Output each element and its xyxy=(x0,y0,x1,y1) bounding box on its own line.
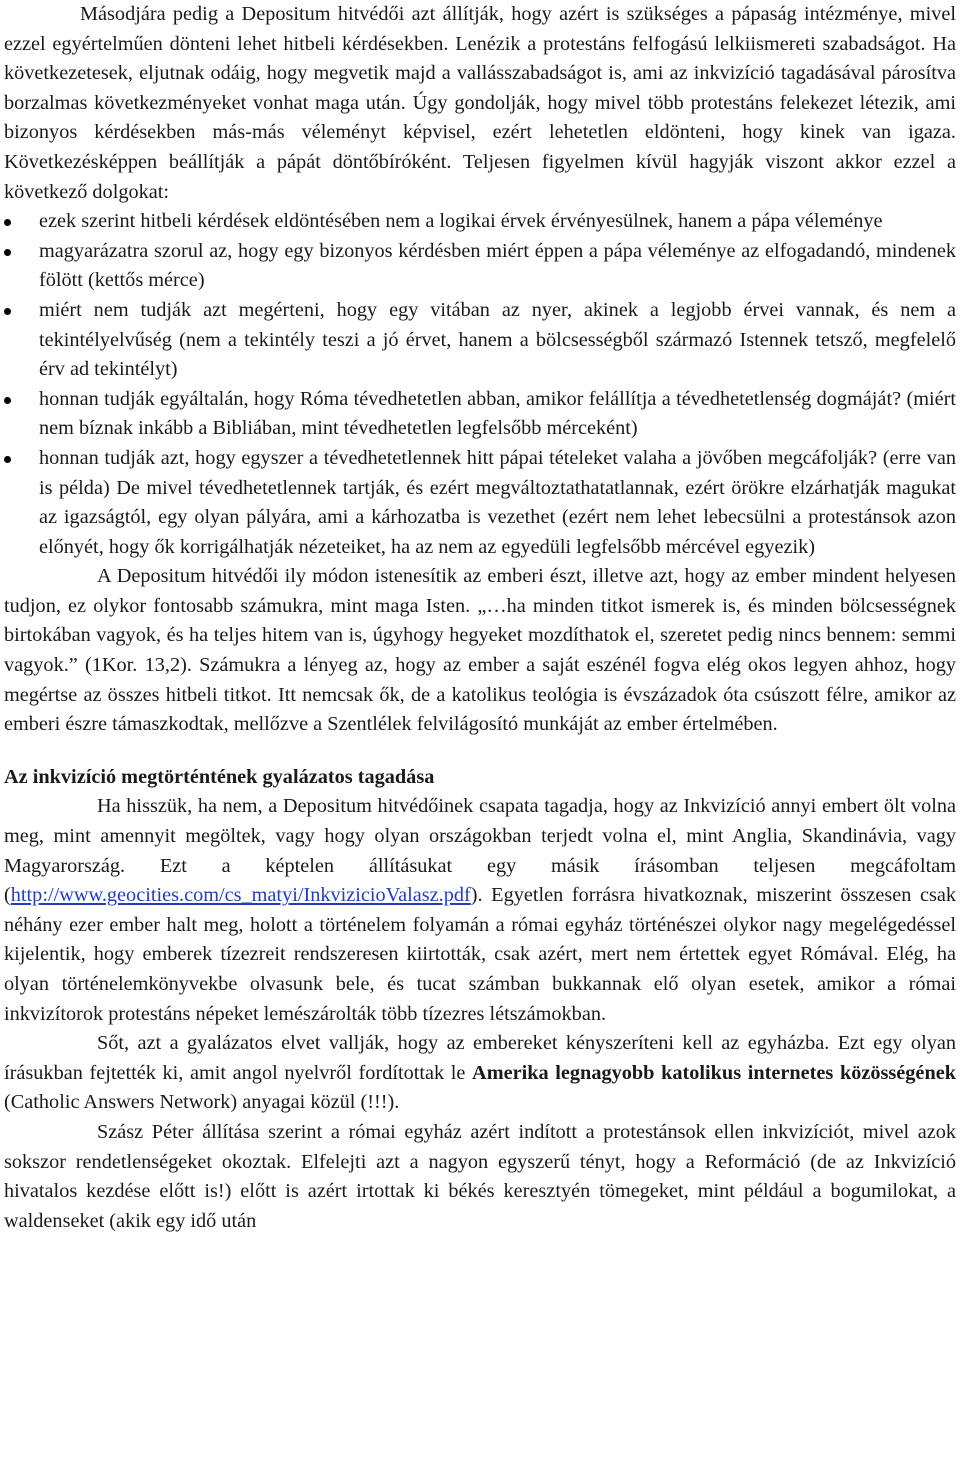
body-paragraph: A Depositum hitvédői ily módon istenesítik az emberi észt, illetve azt, hogy az ember mindent helyesen tudjon, ez olykor fontosabb számukra, mint maga Isten. „…ha minden titkot ismerek is, és minden bölcsességnek birtokában vagyok, és ha teljes hitem van is, úgyhogy hegyeket mozdíthatok el, szeretet pedig nincs bennem: semmi vagyok.” (1Kor. 13,2). Számukra a lényeg az, hogy az ember a saját eszénél fogva elég okos legyen ahhoz, hogy megértse az összes hitbeli titkot. Itt nemcsak ők, de a katolikus teológia is évszázadok óta csúszott félre, amikor az emberi észre támaszkodtak, mellőzve a Szentlélek felvilágosító munkáját az ember értelmében. xyxy=(4,565,956,736)
list-item: honnan tudják azt, hogy egyszer a tévedhetetlennek hitt pápai tételeket valaha a jövőben megcáfolják? (erre van is példa) De mivel tévedhetetlennek tartják, és ezért megváltoztathatatlannak, ezért örökre elzárhatják magukat az igazságtól, egy olyan pályára, ami a kárhozatba is vezethet (ezért nem lehet lebecsülni a protestánsok azon előnyét, hogy ők korrigálhatják nézeteiket, ha az nem az egyedüli legfelsőbb mércével egyezik) xyxy=(4,444,956,562)
body-paragraph: Ha hisszük, ha nem, a Depositum hitvédőinek csapata tagadja, hogy az Inkvizíció annyi embert ölt volna meg, mint amennyit megöltek, vagy hogy olyan országokban terjedt volna el, mint Anglia, Skandinávia, vagy Magyarország. Ezt a képtelen állításukat egy másik írásomban teljesen megcáfoltam (http://www.geocities.com/cs_matyi/InkvizicioValasz.pdf). Egyetlen forrásra hivatkoznak, miszerint összesen csak néhány ezer ember halt meg, holott a történelem folyamán a római egyház történészei olykor nagy megelégedéssel kijelentik, hogy emberek tízezreit rendszeresen kiirtották, csak azért, mert nem értettek egyet Rómával. Elég, ha olyan történelemkönyvekbe olvasunk bele, és tucat számban bukkannak elő olyan esetek, amikor a római inkvizítorok protestáns népeket lemészárolták több tízezres létszámokban. xyxy=(4,795,956,1025)
body-paragraph: Szász Péter állítása szerint a római egyház azért indított a protestánsok ellen inkvizíciót, mivel azok sokszor rendetlenségeket okoztak. Elfelejti azt a nagyon egyszerű tényt, hogy a Reformáció (de az Inkvizíció hivatalos kezdése előtt is!) előtt is azért irtottak ki békés keresztyén tömegeket, mint például a bogumilokat, a waldenseket (akik egy idő után xyxy=(4,1120,956,1232)
bullet-icon xyxy=(4,308,11,315)
list-item: honnan tudják egyáltalán, hogy Róma tévedhetetlen abban, amikor felállítja a tévedhetetlenség dogmáját? (miért nem bíznak inkább a Bibliában, mint tévedhetetlen legfelsőbb mérceként) xyxy=(4,385,956,444)
bold-emphasis: Amerika legnagyobb katolikus internetes közösségének xyxy=(472,1061,956,1084)
list-item: miért nem tudják azt megérteni, hogy egy vitában az nyer, akinek a legjobb érvei vannak, és nem a tekintélyelvűség (nem a tekintély teszi a jó érvet, hanem a bölcsességből származó Istennek tetsző, megfelelő érv ad tekintélyt) xyxy=(4,296,956,385)
bullet-icon xyxy=(4,456,11,463)
list-item: ezek szerint hitbeli kérdések eldöntésében nem a logikai érvek érvényesülnek, hanem a pápa véleménye xyxy=(4,207,956,237)
bullet-icon xyxy=(4,397,11,404)
argument-list xyxy=(4,207,956,562)
section-heading: Az inkvizíció megtörténtének gyalázatos tagadása xyxy=(4,765,435,788)
body-paragraph: Sőt, azt a gyalázatos elvet vallják, hogy az embereket kényszeríteni kell az egyházba. Ezt egy olyan írásukban fejtették ki, amit angol nyelvről fordítottak le Amerika legnagyobb katolikus internetes közösségének (Catholic Answers Network) anyagai közül (!!!). xyxy=(4,1032,956,1114)
bullet-icon xyxy=(4,219,11,226)
pdf-link[interactable]: http://www.geocities.com/cs_matyi/InkvizicioValasz.pdf xyxy=(10,884,471,907)
bullet-icon xyxy=(4,249,11,256)
list-item: magyarázatra szorul az, hogy egy bizonyos kérdésben miért éppen a pápa véleménye az elfogadandó, mindenek fölött (kettős mérce) xyxy=(4,237,956,296)
intro-paragraph: Másodjára pedig a Depositum hitvédői azt állítják, hogy azért is szükséges a pápaság intézménye, mivel ezzel egyértelműen dönteni lehet hitbeli kérdésekben. Lenézik a protestáns felfogású lelkiismereti szabadságot. Ha következetesek, eljutnak odáig, hogy megvetik majd a vallásszabadságot is, ami az inkvizíció tagadásával párosítva borzalmas következményeket vonhat maga után. Úgy gondolják, hogy mivel több protestáns felekezet létezik, ami bizonyos kérdésekben más-más véleményt képvisel, ezért lehetetlen eldönteni, hogy kinek van igaza. Következésképpen beállítják a pápát döntőbíróként. Teljesen figyelmen kívül hagyják viszont akkor ezzel a következő dolgokat: xyxy=(4,3,956,203)
